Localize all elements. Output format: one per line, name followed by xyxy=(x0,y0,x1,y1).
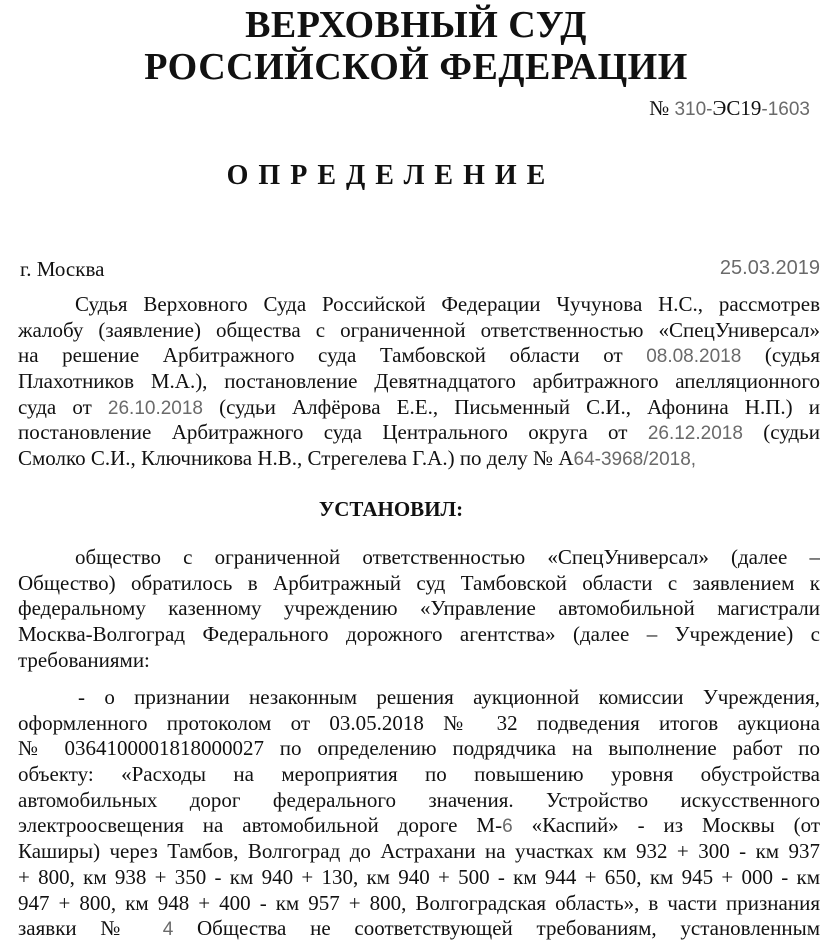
section-heading: УСТАНОВИЛ: xyxy=(318,497,464,521)
intro-line: жалобу (заявление) общества с ограниченной ответственностью «СпецУниверсал» xyxy=(18,317,820,342)
case-number-part2: ЭС19 xyxy=(712,96,762,120)
document-date: 25.03.2019 xyxy=(719,257,820,279)
body-line: федеральному казенному учреждению «Управление автомобильной магистрали xyxy=(18,596,820,621)
body-line: - о признании незаконным решения аукционной комиссии Учреждения, xyxy=(78,685,820,709)
intro-line: Судья Верховного Суда Российской Федерации Чучунова Н.С., рассмотрев xyxy=(75,292,820,316)
bid-number: 4 xyxy=(162,919,174,941)
case-number-part3: -1603 xyxy=(761,99,810,120)
body-line: Каширы) через Тамбов, Волгоград до Астрахани на участках км 932 + 300 - км 937 xyxy=(18,839,820,864)
body-line: 947 + 800, км 948 + 400 - км 957 + 800, Волгоградская область», в части признания xyxy=(18,890,820,915)
intro-text: (судьи xyxy=(742,420,820,445)
road-number: 6 xyxy=(502,816,513,838)
body-line: Москва-Волгоград Федерального дорожного агентства» (далее – Учреждение) с xyxy=(18,622,820,647)
body-paragraph-2 xyxy=(18,685,820,942)
case-number xyxy=(649,96,810,121)
intro-text: суда от xyxy=(18,394,108,419)
cassation-date: 26.12.2018 xyxy=(647,423,743,445)
case-number-part1: 310- xyxy=(674,99,713,120)
body-paragraph-1 xyxy=(18,545,820,673)
body-line: общество с ограниченной ответственностью «СпецУниверсал» (далее – xyxy=(75,545,820,569)
intro-paragraph xyxy=(18,292,820,472)
document-title: ОПРЕДЕЛЕНИЕ xyxy=(226,160,556,191)
body-line: Общество) обратилось в Арбитражный суд Тамбовской области с заявлением к xyxy=(18,570,820,595)
body-text: заявки № xyxy=(18,916,163,941)
intro-line xyxy=(18,395,820,421)
intro-text: на решение Арбитражного суда Тамбовской области от xyxy=(18,343,647,368)
intro-line xyxy=(18,446,820,472)
body-line xyxy=(18,916,820,942)
intro-text: (судьи Алфёрова Е.Е., Письменный С.И., Афонина Н.П.) и xyxy=(203,394,820,419)
court-name-line1: ВЕРХОВНЫЙ СУД xyxy=(245,4,587,46)
body-line: оформленного протоколом от 03.05.2018 № 32 подведения итогов аукциона xyxy=(18,710,820,735)
body-line: № 0364100001818000027 по определению подрядчика на выполнение работ по xyxy=(18,736,820,761)
intro-line xyxy=(18,343,820,369)
body-line: требованиями: xyxy=(18,647,150,672)
intro-text: (судья xyxy=(741,343,820,368)
body-line: автомобильных дорог федерального значения. Устройство искусственного xyxy=(18,787,820,812)
body-text: электроосвещения на автомобильной дороге М- xyxy=(18,813,503,838)
body-text: Общества не соответствующей требованиям, установленным xyxy=(173,916,820,941)
case-number-prefix: № xyxy=(649,96,675,120)
case-file-number: 64-3968/2018, xyxy=(573,449,697,471)
body-line: объекту: «Расходы на мероприятия по повышению уровня обустройства xyxy=(18,762,820,787)
body-line xyxy=(18,813,820,839)
intro-text: постановление Арбитражного суда Центрального округа от xyxy=(18,420,648,445)
court-name-line2: РОССИЙСКОЙ ФЕДЕРАЦИИ xyxy=(144,46,688,88)
body-text: «Каспий» - из Москвы (от xyxy=(512,813,820,838)
intro-line xyxy=(18,420,820,446)
appeal-date: 26.10.2018 xyxy=(107,397,203,419)
body-line: + 800, км 938 + 350 - км 940 + 130, км 940 + 500 - км 944 + 650, км 945 + 000 - км xyxy=(18,864,820,889)
intro-line: Плахотников М.А.), постановление Девятнадцатого арбитражного апелляционного xyxy=(18,369,820,394)
intro-text: Смолко С.И., Ключникова Н.В., Стрегелева Г.А.) по делу № А xyxy=(18,446,574,471)
decision-date: 08.08.2018 xyxy=(646,346,742,368)
place: г. Москва xyxy=(20,257,105,281)
